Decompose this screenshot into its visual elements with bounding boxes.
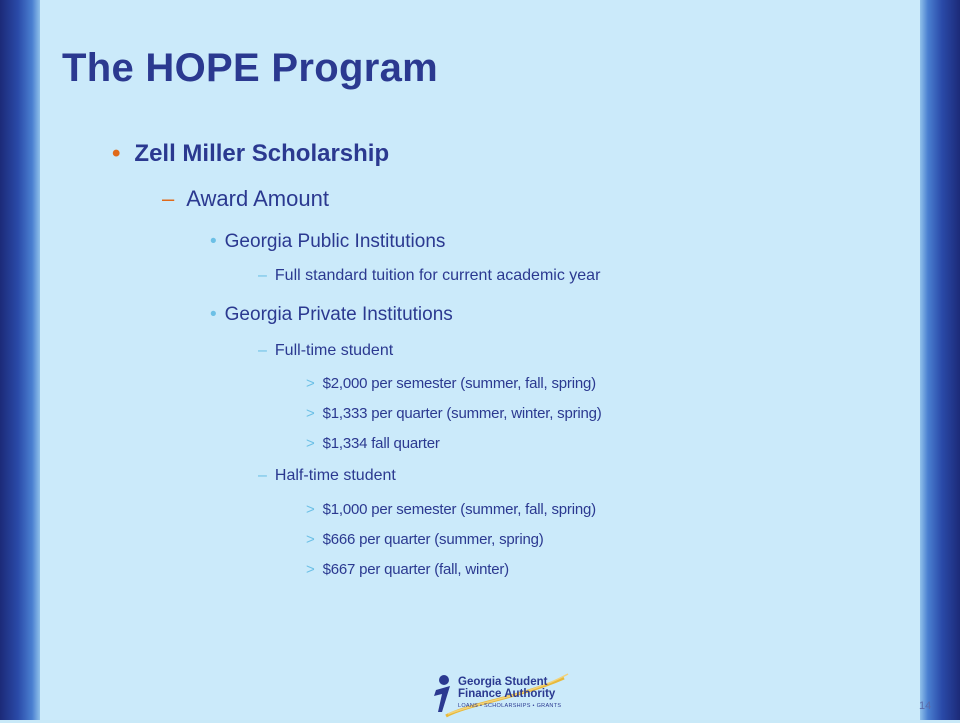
- public-institutions-label: Georgia Public Institutions: [224, 231, 446, 252]
- list-item-text: $1,334 fall quarter: [322, 435, 440, 452]
- list-item: [306, 561, 509, 578]
- logo-line-2: Finance Authority: [458, 688, 556, 700]
- public-detail-line: [258, 267, 600, 285]
- public-detail-text: Full standard tuition for current academic year: [274, 267, 601, 284]
- logo-tagline: LOANS • SCHOLARSHIPS • GRANTS: [458, 703, 562, 709]
- logo-line-1: Georgia Student: [458, 676, 548, 688]
- bullet-arrow-icon: >: [306, 531, 315, 548]
- gsfa-logo: [428, 670, 578, 718]
- bullet-dot-icon: •: [210, 231, 217, 252]
- bullet-arrow-icon: >: [306, 405, 315, 422]
- list-item-text: $1,000 per semester (summer, fall, spring): [322, 501, 596, 518]
- bullet-arrow-icon: >: [306, 435, 315, 452]
- list-item-text: $667 per quarter (fall, winter): [322, 561, 509, 578]
- bullet-dash-icon: –: [258, 267, 267, 284]
- bullet-arrow-icon: >: [306, 501, 315, 518]
- logo-text: [458, 676, 555, 700]
- bullet-arrow-icon: >: [306, 561, 315, 578]
- list-item: [306, 531, 544, 548]
- bullet-dash-icon: –: [162, 186, 175, 211]
- subheading-line: [162, 186, 329, 212]
- list-item: [306, 435, 440, 452]
- slide: [40, 0, 932, 720]
- subheading-text: Award Amount: [186, 186, 329, 211]
- right-decorative-bar: [920, 0, 960, 720]
- page-number: 14: [919, 700, 932, 712]
- public-institutions-line: [210, 231, 445, 253]
- left-decorative-bar: [0, 0, 40, 720]
- fulltime-label: Full-time student: [274, 342, 394, 359]
- private-institutions-label: Georgia Private Institutions: [224, 304, 453, 325]
- bullet-dash-icon: –: [258, 342, 267, 359]
- list-item: [306, 405, 602, 422]
- list-item-text: $2,000 per semester (summer, fall, spring): [322, 375, 596, 392]
- halftime-line: [258, 467, 396, 485]
- list-item-text: $1,333 per quarter (summer, winter, spring): [322, 405, 602, 422]
- fulltime-line: [258, 342, 393, 360]
- heading-line: [112, 140, 389, 168]
- bullet-dash-icon: –: [258, 467, 267, 484]
- bullet-dot-icon: •: [112, 140, 121, 167]
- heading-text: Zell Miller Scholarship: [134, 140, 390, 167]
- slide-title: The HOPE Program: [62, 46, 438, 90]
- list-item-text: $666 per quarter (summer, spring): [322, 531, 544, 548]
- bullet-arrow-icon: >: [306, 375, 315, 392]
- bullet-dot-icon: •: [210, 304, 217, 325]
- list-item: [306, 501, 596, 518]
- private-institutions-line: [210, 304, 453, 326]
- halftime-label: Half-time student: [274, 467, 396, 484]
- list-item: [306, 375, 596, 392]
